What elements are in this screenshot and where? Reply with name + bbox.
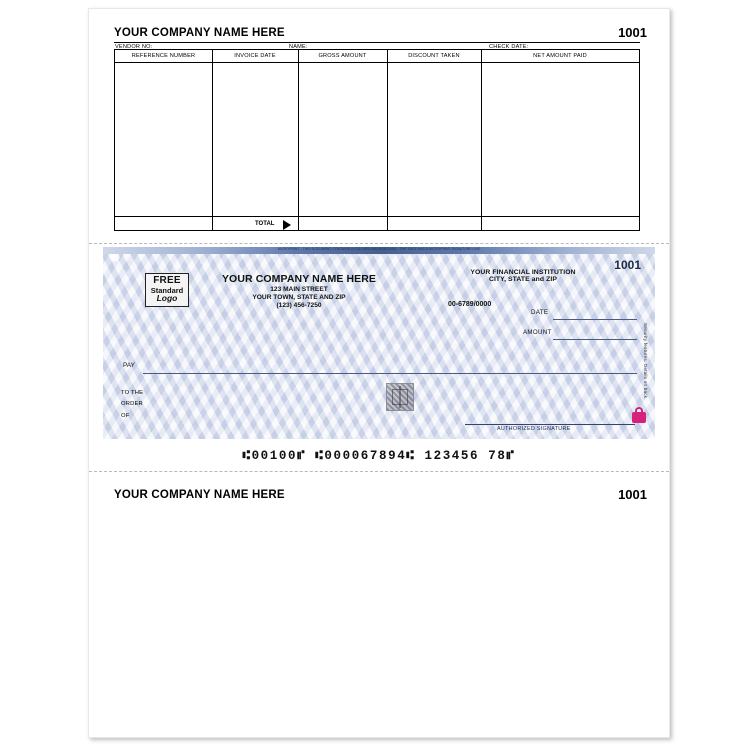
name-label: NAME: xyxy=(289,44,308,50)
check-date-label: CHECK DATE: xyxy=(489,44,529,50)
to-the-label: TO THE xyxy=(121,390,144,396)
pay-label: PAY xyxy=(123,362,135,369)
of-label: OF xyxy=(121,413,130,419)
date-label: DATE xyxy=(531,309,549,316)
column-header-gross-amount: GROSS AMOUNT xyxy=(318,53,367,59)
column-header-reference-number: REFERENCE NUMBER xyxy=(131,53,196,59)
column-header-discount-taken: DISCOUNT TAKEN xyxy=(408,53,460,59)
payer-phone: (123) 456-7250 xyxy=(276,302,322,309)
top-stub-company-name: YOUR COMPANY NAME HERE xyxy=(114,27,285,39)
bank-name: YOUR FINANCIAL INSTITUTION xyxy=(470,269,576,276)
microprint-text: MICROPRINT - THIS DOCUMENT CONTAINS A COLORED BACKGROUND - THE FACE HAS A MICROPRINT SIGNATURE LINE xyxy=(277,247,481,252)
payer-block xyxy=(199,273,399,309)
padlock-icon xyxy=(632,407,646,423)
amount-words-line[interactable] xyxy=(143,373,637,374)
amount-label: AMOUNT xyxy=(523,329,552,336)
signature-line[interactable] xyxy=(465,424,635,425)
payer-address-line2: YOUR TOWN, STATE AND ZIP xyxy=(252,294,346,301)
bottom-stub-company-name: YOUR COMPANY NAME HERE xyxy=(114,489,285,501)
routing-fraction: 00-6789/0000 xyxy=(448,301,492,308)
date-field-line[interactable] xyxy=(553,319,637,320)
order-label: ORDER xyxy=(121,401,143,407)
bank-block xyxy=(433,269,613,283)
logo-placeholder xyxy=(145,273,189,307)
check-face xyxy=(103,247,655,439)
right-triangle-icon xyxy=(283,220,291,230)
total-label: TOTAL xyxy=(255,221,275,227)
hologram-foil-icon xyxy=(386,383,414,411)
padlock-body xyxy=(632,412,646,423)
bank-city-state-zip: CITY, STATE and ZIP xyxy=(488,276,558,283)
payer-address-line1: 123 MAIN STREET xyxy=(270,286,328,293)
table-header-rule xyxy=(115,62,639,63)
voucher-detail-table xyxy=(114,49,640,231)
table-column-divider xyxy=(387,50,388,230)
table-column-divider xyxy=(481,50,482,230)
perforation-line-top xyxy=(89,243,669,244)
table-column-divider xyxy=(298,50,299,230)
vendor-no-label: VENDOR NO: xyxy=(115,44,153,50)
column-header-invoice-date: INVOICE DATE xyxy=(234,53,276,59)
bottom-stub-check-number: 1001 xyxy=(618,487,647,502)
table-total-rule xyxy=(115,216,639,217)
bottom-voucher-stub xyxy=(89,471,669,737)
check-sheet xyxy=(88,8,670,738)
logo-line-free: FREE xyxy=(153,275,181,286)
check-security-band xyxy=(103,247,655,254)
authorized-signature-label: AUTHORIZED SIGNATURE xyxy=(497,426,571,432)
payer-company-name: YOUR COMPANY NAME HERE xyxy=(221,273,377,285)
top-voucher-stub xyxy=(89,9,669,237)
security-features-note: Security features. Details on back. xyxy=(643,323,648,400)
logo-line-logo: Logo xyxy=(156,293,178,304)
table-column-divider xyxy=(212,50,213,230)
amount-field-line[interactable] xyxy=(553,339,637,340)
check-number: 1001 xyxy=(614,258,641,272)
logo-line-standard: Standard xyxy=(150,285,184,295)
column-header-net-amount-paid: NET AMOUNT PAID xyxy=(533,53,587,59)
micr-line: ⑆00100⑈ ⑆000067894⑆ 123456 78⑈ xyxy=(242,449,516,463)
top-stub-divider xyxy=(114,42,640,43)
top-stub-check-number: 1001 xyxy=(618,25,647,40)
